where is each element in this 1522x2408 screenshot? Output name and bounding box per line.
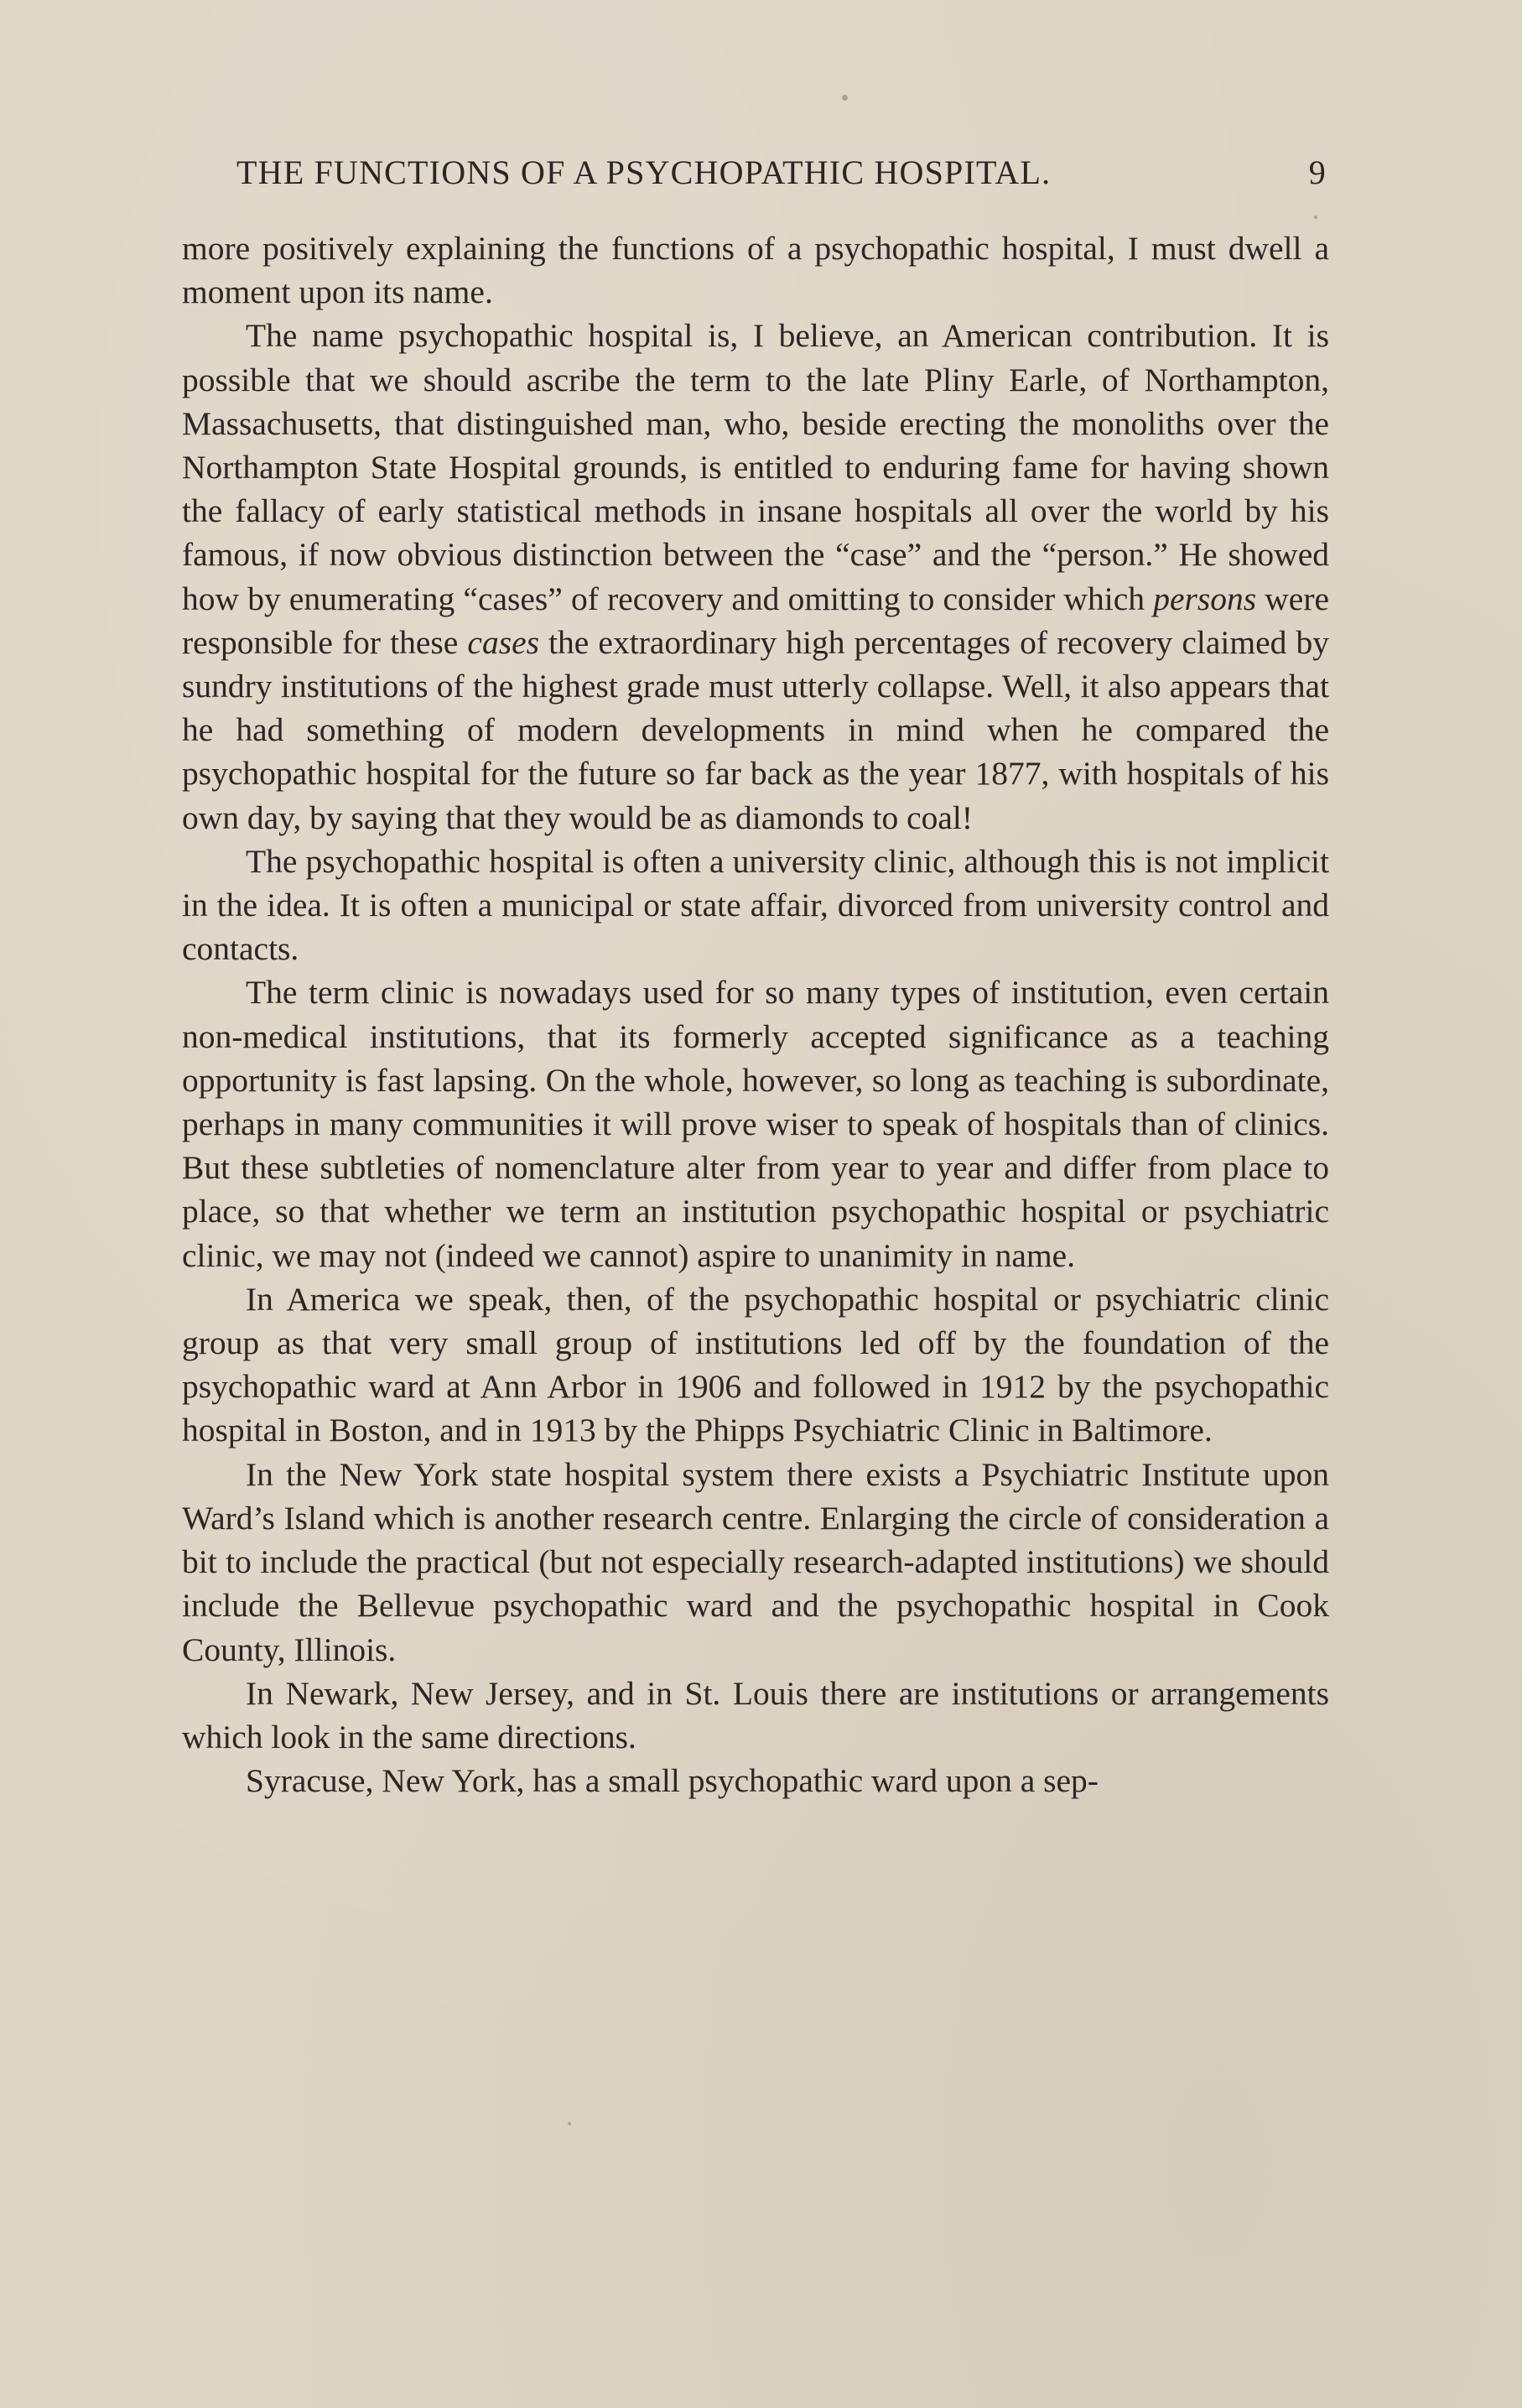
text-run: were responsible for these [182,580,1330,661]
page-number: 9 [1308,153,1327,191]
text-run: the extraordinary high percentages of recovery claimed by sundry institutions of the highest grade must utterly collapse. Well, it also appears that he had something of modern developments in mind when he compared the psychopathic hospital for the future so far back as the year 1877, with hospitals of his own day, by saying that they would be as diamonds to coal! [182,623,1329,836]
text-run: In the New York state hospital system there exists a Psychiatric Institute upon Ward’s Island which is another research centre. Enlarging the circle of consideration a bit to include the practical (but not especially research-adapted institutions) we should include the Bellevue psychopathic ward and the psychopathic hospital in Cook County, Illinois. [182,1455,1329,1668]
paragraph [182,226,1329,314]
paragraph [182,970,1329,1277]
paragraph [182,840,1329,971]
paper-speck [842,95,848,101]
paragraph [182,314,1329,839]
paragraph [182,1277,1329,1453]
text-run: Syracuse, New York, has a small psychopathic ward upon a sep- [246,1762,1099,1800]
italic-term-persons: persons [1153,580,1257,617]
paragraph [182,1672,1329,1759]
text-run: The term clinic is nowadays used for so many types of institution, even certain non-medical institutions, that its formerly accepted significance as a teaching opportunity is fast lapsing. On the whole, however, so long as teaching is subordinate, perhaps in many communities it will prove wiser to speak of hospitals than of clinics. But these subtleties of nomenclature alter from year to year and differ from place to place, so that whether we term an institution psychopathic hospital or psychiatric clinic, we may not (indeed we cannot) aspire to unanimity in name. [182,974,1329,1274]
paper-speck [568,2122,571,2125]
text-run: more positively explaining the functions of a psychopathic hospital, I must dwell a moment upon its name. [182,230,1329,311]
paper-speck [1314,216,1317,219]
running-head [236,153,1327,203]
text-run: In America we speak, then, of the psychopathic hospital or psychiatric clinic group as that very small group of institutions led off by the foundation of the psychopathic ward at Ann Arbor in 1906 and followed in 1912 by the psychopathic hospital in Boston, and in 1913 by the Phipps Psychiatric Clinic in Baltimore. [182,1280,1329,1449]
paragraph [182,1453,1329,1672]
italic-term-cases: cases [467,623,539,661]
running-head-title: THE FUNCTIONS OF A PSYCHOPATHIC HOSPITAL. [236,153,1052,191]
body-text [182,226,1329,1802]
paragraph [182,1759,1329,1802]
text-run: In Newark, New Jersey, and in St. Louis there are institutions or arrangements which look in the same directions. [182,1674,1329,1755]
text-run: The psychopathic hospital is often a university clinic, although this is not implicit in the idea. It is often a municipal or state affair, divorced from university control and contacts. [182,842,1329,968]
text-run: The name psychopathic hospital is, I believe, an American contribution. It is possible that we should ascribe the term to the late Pliny Earle, of Northampton, Massachusetts, that distinguished man, who, beside erecting the monoliths over the Northampton State Hospital grounds, is entitled to enduring fame for having shown the fallacy of early statistical methods in insane hospitals all over the world by his famous, if now obvious distinction between the “case” and the “person.” He showed how by enumerating “cases” of recovery and omitting to consider which [182,317,1329,617]
